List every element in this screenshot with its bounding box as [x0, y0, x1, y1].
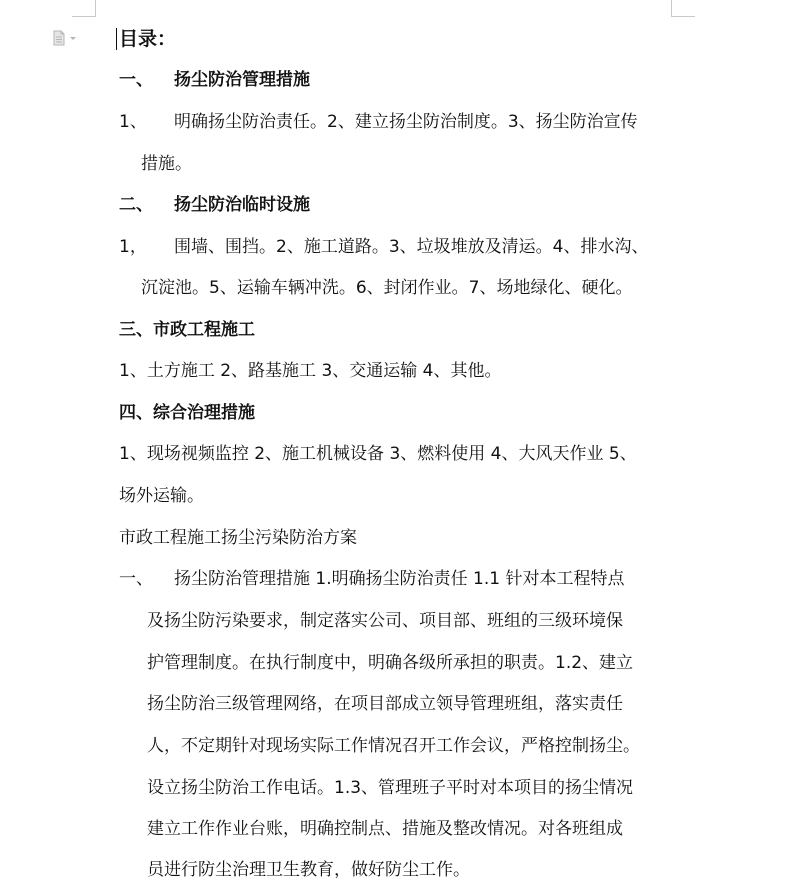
item-text: 1、现场视频监控 2、施工机械设备 3、燃料使用 4、大风天作业 5、: [119, 444, 637, 464]
item-text: 1、土方施工 2、路基施工 3、交通运输 4、其他。: [119, 361, 502, 381]
document-page-icon: [52, 30, 80, 46]
item-text-continued: 措施。: [141, 154, 192, 174]
plan-number: 一、: [119, 569, 153, 589]
plan-body-line: 建立工作作业台账，明确控制点、措施及整改情况。对各班组成: [147, 819, 623, 839]
plan-title: 市政工程施工扬尘污染防治方案: [119, 528, 357, 548]
section-number: 二、: [119, 195, 153, 215]
plan-body-line: 及扬尘防污染要求，制定落实公司、项目部、班组的三级环境保: [147, 611, 623, 631]
plan-body-line: 设立扬尘防治工作电话。1.3、管理班子平时对本项目的扬尘情况: [147, 778, 634, 798]
section-heading: 三、市政工程施工: [119, 320, 255, 340]
item-text-continued: 沉淀池。5、运输车辆冲洗。6、封闭作业。7、场地绿化、硬化。: [141, 278, 633, 298]
crop-mark-top-right-vertical: [671, 0, 672, 16]
crop-mark-top-left-vertical: [95, 0, 96, 16]
chevron-down-icon: [70, 37, 76, 40]
text-cursor: [116, 28, 117, 50]
item-number: 1、: [119, 112, 147, 132]
toc-title: 目录：: [119, 28, 177, 50]
section-heading: 扬尘防治临时设施: [174, 195, 310, 215]
item-number: 1，: [119, 237, 147, 257]
plan-body-line: 人，不定期针对现场实际工作情况召开工作会议，严格控制扬尘。: [147, 736, 640, 756]
item-text: 明确扬尘防治责任。2、建立扬尘防治制度。3、扬尘防治宣传: [174, 112, 638, 132]
plan-body-line: 员进行防尘治理卫生教育，做好防尘工作。: [147, 860, 470, 878]
section-number: 一、: [119, 70, 153, 90]
crop-mark-top-left-horizontal: [72, 16, 96, 17]
item-text-continued: 场外运输。: [119, 486, 204, 506]
plan-body-line: 扬尘防治管理措施 1.明确扬尘防治责任 1.1 针对本工程特点: [174, 569, 625, 589]
crop-mark-top-right-horizontal: [671, 16, 695, 17]
plan-body-line: 扬尘防治三级管理网络，在项目部成立领导管理班组，落实责任: [147, 694, 623, 714]
section-heading: 四、综合治理措施: [119, 403, 255, 423]
plan-body-line: 护管理制度。在执行制度中，明确各级所承担的职责。1.2、建立: [147, 653, 634, 673]
document-outline-button[interactable]: [52, 30, 80, 46]
item-text: 围墙、围挡。2、施工道路。3、垃圾堆放及清运。4、排水沟、: [174, 237, 649, 257]
section-heading: 扬尘防治管理措施: [174, 70, 310, 90]
